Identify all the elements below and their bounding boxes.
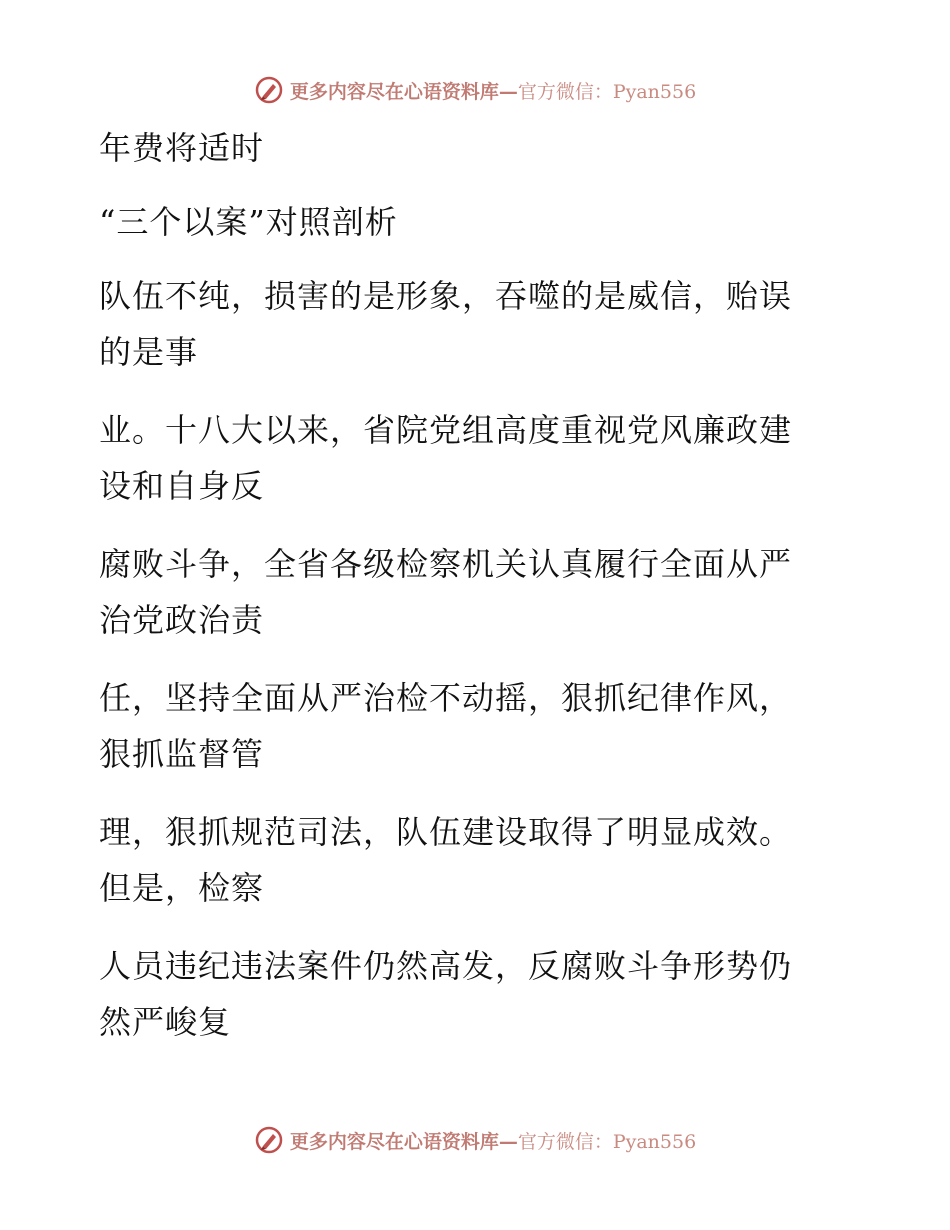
text-line: 的是事 [99, 333, 199, 371]
header-banner [0, 70, 950, 110]
text-line: 人员违纪违法案件仍然高发，反腐败斗争形势仍 [99, 947, 793, 985]
text-line: 然严峻复 [99, 1003, 232, 1041]
header-brand-text: 更多内容尽在心语资料库—官方微信：Pyan556 [289, 80, 697, 103]
footer-brand-text: 更多内容尽在心语资料库—官方微信：Pyan556 [289, 1130, 697, 1153]
text-line: 设和自身反 [99, 467, 265, 505]
pen-logo-icon [254, 75, 284, 105]
text-line: 业。十八大以来，省院党组高度重视党风廉政建 [99, 411, 793, 449]
footer-banner [0, 1120, 950, 1160]
text-line: 任，坚持全面从严治检不动摇，狠抓纪律作风， [99, 679, 793, 717]
text-line: 理，狠抓规范司法，队伍建设取得了明显成效。 [99, 813, 793, 851]
text-line: 但是，检察 [99, 869, 265, 907]
text-line: “三个以案”对照剖析 [99, 203, 398, 241]
document-body [99, 120, 839, 1050]
text-line: 腐败斗争，全省各级检察机关认真履行全面从严 [99, 545, 793, 583]
pen-logo-icon [254, 1125, 284, 1155]
text-line: 狠抓监督管 [99, 735, 265, 773]
text-line: 年费将适时 [99, 129, 265, 167]
text-line: 队伍不纯，损害的是形象，吞噬的是威信，贻误 [99, 277, 793, 315]
text-line: 治党政治责 [99, 601, 265, 639]
